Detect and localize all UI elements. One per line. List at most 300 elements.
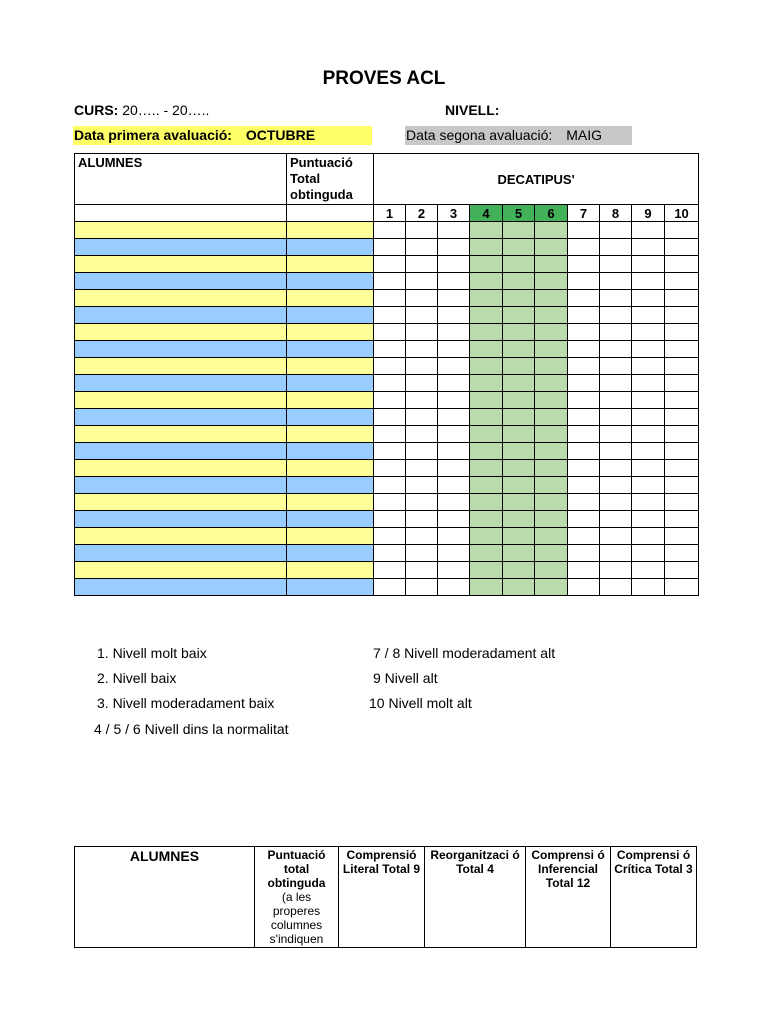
decatipus-cell-9[interactable] xyxy=(632,290,665,307)
decatipus-cell-10[interactable] xyxy=(665,392,699,409)
first-eval-value: OCTUBRE xyxy=(245,127,316,143)
student-row xyxy=(75,358,699,375)
student-score-cell[interactable] xyxy=(287,426,374,443)
decatipus-cell-1[interactable] xyxy=(374,545,406,562)
decatipus-cell-7[interactable] xyxy=(568,579,600,596)
decatipus-cell-7[interactable] xyxy=(568,528,600,545)
decatipus-cell-5[interactable] xyxy=(503,256,535,273)
student-score-cell[interactable] xyxy=(287,392,374,409)
decatipus-cell-10[interactable] xyxy=(665,222,699,239)
decatipus-cell-5[interactable] xyxy=(503,494,535,511)
decatipus-cell-8[interactable] xyxy=(600,562,632,579)
decatipus-cell-3[interactable] xyxy=(438,545,470,562)
curs-field xyxy=(74,102,209,118)
legend-item-4: 4 / 5 / 6 Nivell dins la normalitat xyxy=(94,721,289,737)
decatipus-cell-6[interactable] xyxy=(535,528,568,545)
student-name-cell[interactable] xyxy=(75,545,287,562)
score-header xyxy=(287,154,374,205)
decatipus-cell-2[interactable] xyxy=(406,358,438,375)
blank-cell xyxy=(287,205,374,222)
decatipus-cell-6[interactable] xyxy=(535,443,568,460)
decatipus-cell-5[interactable] xyxy=(503,460,535,477)
decatipus-cell-7[interactable] xyxy=(568,511,600,528)
legend-item-6: 9 Nivell alt xyxy=(373,670,438,686)
decatipus-cell-2[interactable] xyxy=(406,273,438,290)
decatipus-cell-3[interactable] xyxy=(438,239,470,256)
decatipus-cell-9[interactable] xyxy=(632,324,665,341)
decatipus-cell-5[interactable] xyxy=(503,409,535,426)
decatipus-cell-8[interactable] xyxy=(600,222,632,239)
student-name-cell[interactable] xyxy=(75,375,287,392)
student-name-cell[interactable] xyxy=(75,222,287,239)
decatipus-number-7: 7 xyxy=(568,205,600,222)
decatipus-cell-5[interactable] xyxy=(503,511,535,528)
decatipus-cell-6[interactable] xyxy=(535,324,568,341)
decatipus-cell-10[interactable] xyxy=(665,528,699,545)
decatipus-cell-7[interactable] xyxy=(568,409,600,426)
decatipus-cell-7[interactable] xyxy=(568,256,600,273)
decatipus-cell-9[interactable] xyxy=(632,307,665,324)
student-name-cell[interactable] xyxy=(75,460,287,477)
decatipus-cell-7[interactable] xyxy=(568,375,600,392)
decatipus-cell-6[interactable] xyxy=(535,222,568,239)
student-score-cell[interactable] xyxy=(287,273,374,290)
decatipus-cell-6[interactable] xyxy=(535,409,568,426)
decatipus-cell-9[interactable] xyxy=(632,477,665,494)
decatipus-cell-4[interactable] xyxy=(470,409,503,426)
first-evaluation-highlight xyxy=(73,126,372,145)
decatipus-cell-4[interactable] xyxy=(470,443,503,460)
legend-item-7: 10 Nivell molt alt xyxy=(369,695,472,711)
decatipus-cell-7[interactable] xyxy=(568,239,600,256)
decatipus-cell-2[interactable] xyxy=(406,426,438,443)
decatipus-cell-6[interactable] xyxy=(535,341,568,358)
decatipus-cell-1[interactable] xyxy=(374,426,406,443)
decatipus-cell-9[interactable] xyxy=(632,375,665,392)
decatipus-cell-10[interactable] xyxy=(665,307,699,324)
decatipus-cell-7[interactable] xyxy=(568,273,600,290)
decatipus-cell-5[interactable] xyxy=(503,392,535,409)
decatipus-cell-8[interactable] xyxy=(600,511,632,528)
decatipus-cell-2[interactable] xyxy=(406,460,438,477)
decatipus-cell-10[interactable] xyxy=(665,290,699,307)
decatipus-cell-4[interactable] xyxy=(470,545,503,562)
decatipus-cell-3[interactable] xyxy=(438,273,470,290)
score-header-line2: Total xyxy=(290,171,321,186)
decatipus-cell-8[interactable] xyxy=(600,358,632,375)
decatipus-cell-1[interactable] xyxy=(374,307,406,324)
student-name-cell[interactable] xyxy=(75,256,287,273)
decatipus-cell-3[interactable] xyxy=(438,341,470,358)
decatipus-cell-7[interactable] xyxy=(568,290,600,307)
blank-cell xyxy=(75,205,287,222)
decatipus-cell-3[interactable] xyxy=(438,460,470,477)
decatipus-cell-3[interactable] xyxy=(438,256,470,273)
decatipus-cell-10[interactable] xyxy=(665,324,699,341)
decatipus-cell-10[interactable] xyxy=(665,256,699,273)
decatipus-cell-1[interactable] xyxy=(374,290,406,307)
decatipus-cell-6[interactable] xyxy=(535,375,568,392)
decatipus-cell-6[interactable] xyxy=(535,562,568,579)
decatipus-cell-2[interactable] xyxy=(406,375,438,392)
student-score-cell[interactable] xyxy=(287,579,374,596)
decatipus-cell-6[interactable] xyxy=(535,460,568,477)
student-name-cell[interactable] xyxy=(75,562,287,579)
decatipus-cell-8[interactable] xyxy=(600,494,632,511)
decatipus-cell-3[interactable] xyxy=(438,511,470,528)
decatipus-cell-2[interactable] xyxy=(406,341,438,358)
student-score-cell[interactable] xyxy=(287,358,374,375)
student-name-cell[interactable] xyxy=(75,443,287,460)
decatipus-cell-4[interactable] xyxy=(470,273,503,290)
decatipus-cell-8[interactable] xyxy=(600,409,632,426)
student-score-cell[interactable] xyxy=(287,290,374,307)
decatipus-cell-1[interactable] xyxy=(374,579,406,596)
decatipus-cell-4[interactable] xyxy=(470,392,503,409)
student-score-cell[interactable] xyxy=(287,477,374,494)
decatipus-cell-2[interactable] xyxy=(406,290,438,307)
decatipus-cell-4[interactable] xyxy=(470,358,503,375)
decatipus-cell-3[interactable] xyxy=(438,392,470,409)
decatipus-cell-8[interactable] xyxy=(600,545,632,562)
decatipus-cell-8[interactable] xyxy=(600,460,632,477)
decatipus-cell-1[interactable] xyxy=(374,341,406,358)
decatipus-cell-7[interactable] xyxy=(568,545,600,562)
student-score-cell[interactable] xyxy=(287,545,374,562)
decatipus-cell-7[interactable] xyxy=(568,562,600,579)
decatipus-cell-6[interactable] xyxy=(535,256,568,273)
decatipus-cell-3[interactable] xyxy=(438,375,470,392)
student-name-cell[interactable] xyxy=(75,290,287,307)
student-row xyxy=(75,324,699,341)
decatipus-cell-1[interactable] xyxy=(374,477,406,494)
student-name-cell[interactable] xyxy=(75,511,287,528)
student-score-cell[interactable] xyxy=(287,256,374,273)
literal-header: Comprensió Literal Total 9 xyxy=(339,847,425,948)
decatipus-cell-5[interactable] xyxy=(503,239,535,256)
decatipus-cell-5[interactable] xyxy=(503,307,535,324)
student-row xyxy=(75,273,699,290)
student-score-cell[interactable] xyxy=(287,324,374,341)
decatipus-cell-10[interactable] xyxy=(665,511,699,528)
decatipus-cell-4[interactable] xyxy=(470,528,503,545)
decatipus-cell-9[interactable] xyxy=(632,528,665,545)
decatipus-cell-5[interactable] xyxy=(503,545,535,562)
decatipus-cell-4[interactable] xyxy=(470,579,503,596)
decatipus-cell-5[interactable] xyxy=(503,375,535,392)
decatipus-cell-4[interactable] xyxy=(470,562,503,579)
decatipus-cell-1[interactable] xyxy=(374,324,406,341)
decatipus-cell-2[interactable] xyxy=(406,579,438,596)
decatipus-cell-10[interactable] xyxy=(665,477,699,494)
decatipus-cell-4[interactable] xyxy=(470,307,503,324)
decatipus-cell-10[interactable] xyxy=(665,562,699,579)
decatipus-cell-2[interactable] xyxy=(406,222,438,239)
decatipus-cell-5[interactable] xyxy=(503,443,535,460)
decatipus-cell-1[interactable] xyxy=(374,511,406,528)
decatipus-cell-9[interactable] xyxy=(632,511,665,528)
decatipus-cell-1[interactable] xyxy=(374,494,406,511)
student-name-cell[interactable] xyxy=(75,341,287,358)
student-score-cell[interactable] xyxy=(287,460,374,477)
decatipus-cell-6[interactable] xyxy=(535,392,568,409)
student-name-cell[interactable] xyxy=(75,494,287,511)
decatipus-cell-8[interactable] xyxy=(600,307,632,324)
decatipus-cell-10[interactable] xyxy=(665,273,699,290)
decatipus-cell-8[interactable] xyxy=(600,324,632,341)
decatipus-cell-3[interactable] xyxy=(438,562,470,579)
decatipus-cell-7[interactable] xyxy=(568,426,600,443)
decatipus-cell-3[interactable] xyxy=(438,307,470,324)
decatipus-cell-6[interactable] xyxy=(535,426,568,443)
decatipus-cell-5[interactable] xyxy=(503,324,535,341)
decatipus-cell-1[interactable] xyxy=(374,443,406,460)
student-name-cell[interactable] xyxy=(75,528,287,545)
decatipus-number-9: 9 xyxy=(632,205,665,222)
decatipus-cell-9[interactable] xyxy=(632,460,665,477)
decatipus-cell-7[interactable] xyxy=(568,222,600,239)
student-name-cell[interactable] xyxy=(75,324,287,341)
decatipus-cell-4[interactable] xyxy=(470,460,503,477)
decatipus-cell-5[interactable] xyxy=(503,273,535,290)
decatipus-cell-9[interactable] xyxy=(632,273,665,290)
decatipus-cell-8[interactable] xyxy=(600,290,632,307)
decatipus-cell-4[interactable] xyxy=(470,477,503,494)
decatipus-cell-10[interactable] xyxy=(665,375,699,392)
decatipus-cell-8[interactable] xyxy=(600,341,632,358)
decatipus-cell-3[interactable] xyxy=(438,579,470,596)
decatipus-cell-6[interactable] xyxy=(535,290,568,307)
decatipus-cell-10[interactable] xyxy=(665,545,699,562)
comprehension-table xyxy=(74,846,697,948)
decatipus-cell-1[interactable] xyxy=(374,358,406,375)
decatipus-cell-6[interactable] xyxy=(535,239,568,256)
decatipus-cell-5[interactable] xyxy=(503,341,535,358)
decatipus-cell-10[interactable] xyxy=(665,426,699,443)
decatipus-cell-8[interactable] xyxy=(600,256,632,273)
decatipus-cell-1[interactable] xyxy=(374,460,406,477)
decatipus-cell-9[interactable] xyxy=(632,256,665,273)
decatipus-cell-10[interactable] xyxy=(665,409,699,426)
decatipus-cell-8[interactable] xyxy=(600,443,632,460)
decatipus-cell-5[interactable] xyxy=(503,562,535,579)
student-score-cell[interactable] xyxy=(287,443,374,460)
decatipus-cell-3[interactable] xyxy=(438,426,470,443)
decatipus-cell-2[interactable] xyxy=(406,562,438,579)
decatipus-cell-6[interactable] xyxy=(535,273,568,290)
decatipus-cell-7[interactable] xyxy=(568,341,600,358)
decatipus-cell-9[interactable] xyxy=(632,579,665,596)
decatipus-cell-10[interactable] xyxy=(665,494,699,511)
decatipus-cell-3[interactable] xyxy=(438,409,470,426)
decatipus-cell-5[interactable] xyxy=(503,528,535,545)
decatipus-cell-8[interactable] xyxy=(600,477,632,494)
decatipus-cell-3[interactable] xyxy=(438,528,470,545)
decatipus-cell-10[interactable] xyxy=(665,460,699,477)
decatipus-cell-1[interactable] xyxy=(374,239,406,256)
student-row xyxy=(75,256,699,273)
decatipus-cell-7[interactable] xyxy=(568,392,600,409)
second-evaluation-highlight xyxy=(405,126,632,145)
decatipus-cell-5[interactable] xyxy=(503,222,535,239)
decatipus-cell-7[interactable] xyxy=(568,477,600,494)
student-row xyxy=(75,307,699,324)
decatipus-cell-1[interactable] xyxy=(374,256,406,273)
decatipus-cell-9[interactable] xyxy=(632,222,665,239)
score-header-line3: obtinguda xyxy=(290,187,353,202)
decatipus-cell-4[interactable] xyxy=(470,341,503,358)
decatipus-cell-6[interactable] xyxy=(535,307,568,324)
decatipus-cell-1[interactable] xyxy=(374,409,406,426)
decatipus-cell-5[interactable] xyxy=(503,290,535,307)
decatipus-cell-6[interactable] xyxy=(535,477,568,494)
decatipus-cell-1[interactable] xyxy=(374,273,406,290)
decatipus-cell-9[interactable] xyxy=(632,341,665,358)
decatipus-cell-4[interactable] xyxy=(470,426,503,443)
decatipus-cell-4[interactable] xyxy=(470,324,503,341)
decatipus-cell-3[interactable] xyxy=(438,494,470,511)
decatipus-cell-4[interactable] xyxy=(470,511,503,528)
students-header: ALUMNES xyxy=(75,154,287,205)
decatipus-number-1: 1 xyxy=(374,205,406,222)
student-score-cell[interactable] xyxy=(287,511,374,528)
legend-item-2: 2. Nivell baix xyxy=(97,670,177,686)
decatipus-cell-10[interactable] xyxy=(665,341,699,358)
decatipus-cell-9[interactable] xyxy=(632,562,665,579)
decatipus-cell-4[interactable] xyxy=(470,239,503,256)
student-name-cell[interactable] xyxy=(75,426,287,443)
student-score-cell[interactable] xyxy=(287,222,374,239)
decatipus-cell-2[interactable] xyxy=(406,324,438,341)
decatipus-cell-5[interactable] xyxy=(503,477,535,494)
decatipus-cell-7[interactable] xyxy=(568,494,600,511)
student-row xyxy=(75,562,699,579)
decatipus-cell-3[interactable] xyxy=(438,358,470,375)
decatipus-cell-2[interactable] xyxy=(406,409,438,426)
decatipus-cell-4[interactable] xyxy=(470,256,503,273)
student-name-cell[interactable] xyxy=(75,579,287,596)
decatipus-cell-1[interactable] xyxy=(374,562,406,579)
student-score-cell[interactable] xyxy=(287,494,374,511)
decatipus-cell-8[interactable] xyxy=(600,375,632,392)
decatipus-cell-9[interactable] xyxy=(632,426,665,443)
decatipus-cell-7[interactable] xyxy=(568,460,600,477)
decatipus-cell-7[interactable] xyxy=(568,443,600,460)
decatipus-cell-2[interactable] xyxy=(406,528,438,545)
decatipus-cell-6[interactable] xyxy=(535,545,568,562)
decatipus-cell-1[interactable] xyxy=(374,392,406,409)
decatipus-cell-1[interactable] xyxy=(374,222,406,239)
decatipus-cell-1[interactable] xyxy=(374,375,406,392)
student-score-cell[interactable] xyxy=(287,528,374,545)
decatipus-cell-9[interactable] xyxy=(632,392,665,409)
student-score-cell[interactable] xyxy=(287,307,374,324)
decatipus-cell-2[interactable] xyxy=(406,392,438,409)
decatipus-cell-4[interactable] xyxy=(470,290,503,307)
decatipus-cell-5[interactable] xyxy=(503,358,535,375)
decatipus-cell-4[interactable] xyxy=(470,222,503,239)
decatipus-cell-8[interactable] xyxy=(600,426,632,443)
decatipus-cell-8[interactable] xyxy=(600,579,632,596)
decatipus-cell-8[interactable] xyxy=(600,239,632,256)
decatipus-cell-4[interactable] xyxy=(470,375,503,392)
decatipus-cell-7[interactable] xyxy=(568,324,600,341)
curs-label: CURS: xyxy=(74,102,119,118)
decatipus-cell-4[interactable] xyxy=(470,494,503,511)
decatipus-cell-2[interactable] xyxy=(406,477,438,494)
decatipus-cell-8[interactable] xyxy=(600,273,632,290)
decatipus-cell-2[interactable] xyxy=(406,256,438,273)
decatipus-cell-5[interactable] xyxy=(503,579,535,596)
student-name-cell[interactable] xyxy=(75,392,287,409)
decatipus-cell-9[interactable] xyxy=(632,443,665,460)
decatipus-number-2: 2 xyxy=(406,205,438,222)
student-name-cell[interactable] xyxy=(75,307,287,324)
decatipus-cell-7[interactable] xyxy=(568,358,600,375)
decatipus-cell-3[interactable] xyxy=(438,222,470,239)
scores-table xyxy=(74,153,699,596)
decatipus-cell-9[interactable] xyxy=(632,409,665,426)
decatipus-cell-2[interactable] xyxy=(406,239,438,256)
decatipus-cell-2[interactable] xyxy=(406,443,438,460)
student-name-cell[interactable] xyxy=(75,273,287,290)
decatipus-cell-1[interactable] xyxy=(374,528,406,545)
nivell-label: NIVELL: xyxy=(445,102,500,118)
decatipus-cell-6[interactable] xyxy=(535,579,568,596)
decatipus-cell-2[interactable] xyxy=(406,307,438,324)
student-name-cell[interactable] xyxy=(75,477,287,494)
critical-header: Comprensi ó Crítica Total 3 xyxy=(611,847,697,948)
decatipus-cell-6[interactable] xyxy=(535,358,568,375)
decatipus-cell-3[interactable] xyxy=(438,477,470,494)
decatipus-cell-9[interactable] xyxy=(632,494,665,511)
legend-item-1: 1. Nivell molt baix xyxy=(97,645,207,661)
decatipus-cell-8[interactable] xyxy=(600,528,632,545)
student-score-cell[interactable] xyxy=(287,341,374,358)
decatipus-cell-2[interactable] xyxy=(406,545,438,562)
student-score-cell[interactable] xyxy=(287,239,374,256)
decatipus-number-8: 8 xyxy=(600,205,632,222)
student-row xyxy=(75,409,699,426)
decatipus-cell-5[interactable] xyxy=(503,426,535,443)
decatipus-cell-2[interactable] xyxy=(406,511,438,528)
student-score-cell[interactable] xyxy=(287,562,374,579)
decatipus-cell-10[interactable] xyxy=(665,579,699,596)
decatipus-number-3: 3 xyxy=(438,205,470,222)
student-name-cell[interactable] xyxy=(75,239,287,256)
curs-value: 20….. - 20….. xyxy=(118,102,210,118)
decatipus-cell-10[interactable] xyxy=(665,239,699,256)
decatipus-cell-6[interactable] xyxy=(535,511,568,528)
decatipus-cell-10[interactable] xyxy=(665,358,699,375)
decatipus-cell-9[interactable] xyxy=(632,358,665,375)
decatipus-cell-2[interactable] xyxy=(406,494,438,511)
decatipus-cell-3[interactable] xyxy=(438,290,470,307)
decatipus-cell-10[interactable] xyxy=(665,443,699,460)
decatipus-number-4: 4 xyxy=(470,205,503,222)
decatipus-cell-9[interactable] xyxy=(632,239,665,256)
decatipus-cell-8[interactable] xyxy=(600,392,632,409)
student-name-cell[interactable] xyxy=(75,358,287,375)
decatipus-cell-7[interactable] xyxy=(568,307,600,324)
decatipus-cell-3[interactable] xyxy=(438,443,470,460)
decatipus-cell-3[interactable] xyxy=(438,324,470,341)
decatipus-cell-6[interactable] xyxy=(535,494,568,511)
decatipus-cell-9[interactable] xyxy=(632,545,665,562)
student-score-cell[interactable] xyxy=(287,409,374,426)
student-score-cell[interactable] xyxy=(287,375,374,392)
student-name-cell[interactable] xyxy=(75,409,287,426)
